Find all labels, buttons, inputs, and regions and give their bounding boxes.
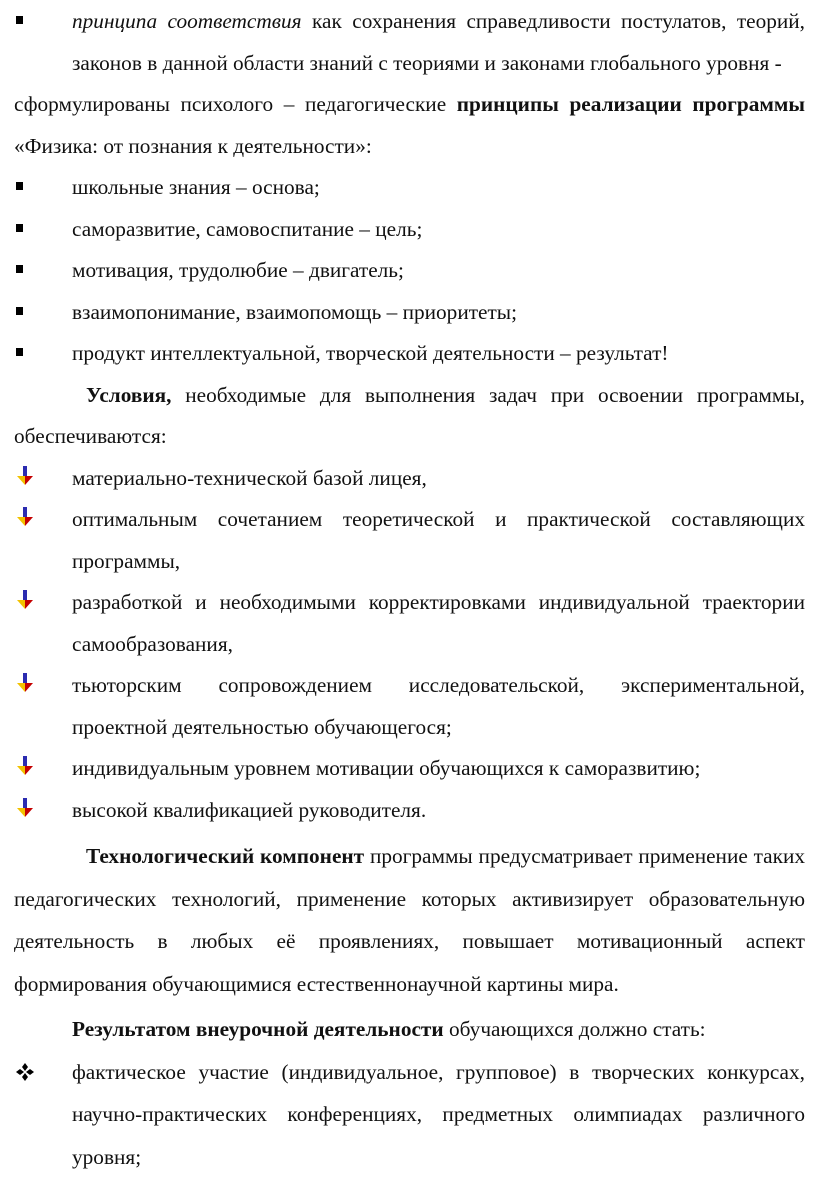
arrow-down-icon <box>14 665 72 707</box>
technology-bold: Технологический компонент <box>86 844 365 868</box>
diamond-list <box>14 1051 805 1179</box>
four-diamond-icon <box>14 1051 72 1094</box>
result-text: обучающихся должно стать: <box>443 1017 706 1041</box>
arrow-down-icon <box>14 790 72 832</box>
principle-text: как сохранения справедливости постулатов, теорий, законов в данной области знаний с теориями и законами глобального уровня - <box>72 9 805 75</box>
principle-paragraph <box>14 1 805 84</box>
technology-paragraph <box>14 835 805 1005</box>
list-item-text: школьные знания – основа; <box>72 175 320 199</box>
list-item-text: высокой квалификацией руководителя. <box>72 797 427 822</box>
square-bullet-icon <box>14 250 72 292</box>
list-item <box>14 790 805 832</box>
list-item-text: тьюторским сопровождением исследовательской, экспериментальной, проектной деятельностью обучающегося; <box>72 673 805 739</box>
list-item-text: индивидуальным уровнем мотивации обучающихся к саморазвитию; <box>72 756 701 780</box>
technology-text: программы предусматривает применение таких педагогических технологий, применение которых активизирует образовательную деятельность в любых её проявлениях, повышает мотивационный аспект формирования обучающимися естественнонаучной картины мира. <box>14 844 806 996</box>
formulated-paragraph <box>14 84 805 167</box>
list-item <box>14 167 805 209</box>
square-list <box>14 167 805 375</box>
arrow-down-icon <box>14 582 72 624</box>
arrow-list <box>14 458 805 832</box>
list-item-text: материально-технической базой лицея, <box>72 465 427 490</box>
result-bold: Результатом внеурочной деятельности <box>72 1017 444 1041</box>
conditions-text: необходимые для выполнения задач при освоении программы, обеспечиваются: <box>14 382 805 448</box>
arrow-down-icon <box>14 499 72 541</box>
arrow-down-icon <box>14 458 72 500</box>
list-item <box>14 458 805 500</box>
formulated-bold: принципы реализации программы <box>456 92 805 116</box>
formulated-lead: сформулированы психолого – педагогические <box>14 92 457 116</box>
square-bullet-icon <box>14 333 72 375</box>
list-item-text: взаимопонимание, взаимопомощь – приоритеты; <box>72 299 518 324</box>
list-item <box>14 665 805 748</box>
square-bullet-icon <box>14 292 72 334</box>
square-bullet-icon <box>14 209 72 251</box>
list-item <box>14 333 805 375</box>
list-item-text: оптимальным сочетанием теоретической и практической составляющих программы, <box>72 507 805 573</box>
square-bullet-icon <box>14 1 72 43</box>
list-item <box>14 250 805 292</box>
list-item <box>14 292 805 334</box>
square-bullet-icon <box>14 167 72 209</box>
list-item-text: продукт интеллектуальной, творческой деятельности – результат! <box>72 341 669 365</box>
document-page <box>14 0 805 1178</box>
result-paragraph <box>14 1009 805 1051</box>
principle-italic: принципа соответствия <box>72 9 302 33</box>
list-item-text: саморазвитие, самовоспитание – цель; <box>72 216 423 241</box>
list-item <box>14 499 805 582</box>
formulated-tail: «Физика: от познания к деятельности»: <box>14 133 372 158</box>
conditions-bold: Условия, <box>86 382 172 407</box>
conditions-paragraph <box>14 375 805 458</box>
list-item <box>14 1051 805 1179</box>
list-item <box>14 582 805 665</box>
list-item-text: фактическое участие (индивидуальное, групповое) в творческих конкурсах, научно-практических конференциях, предметных олимпиадах различного уровня; <box>72 1059 805 1169</box>
list-item-text: мотивация, трудолюбие – двигатель; <box>72 258 404 282</box>
list-item <box>14 748 805 790</box>
list-item <box>14 209 805 251</box>
arrow-down-icon <box>14 748 72 790</box>
list-item-text: разработкой и необходимыми корректировками индивидуальной траектории самообразования, <box>72 590 805 656</box>
